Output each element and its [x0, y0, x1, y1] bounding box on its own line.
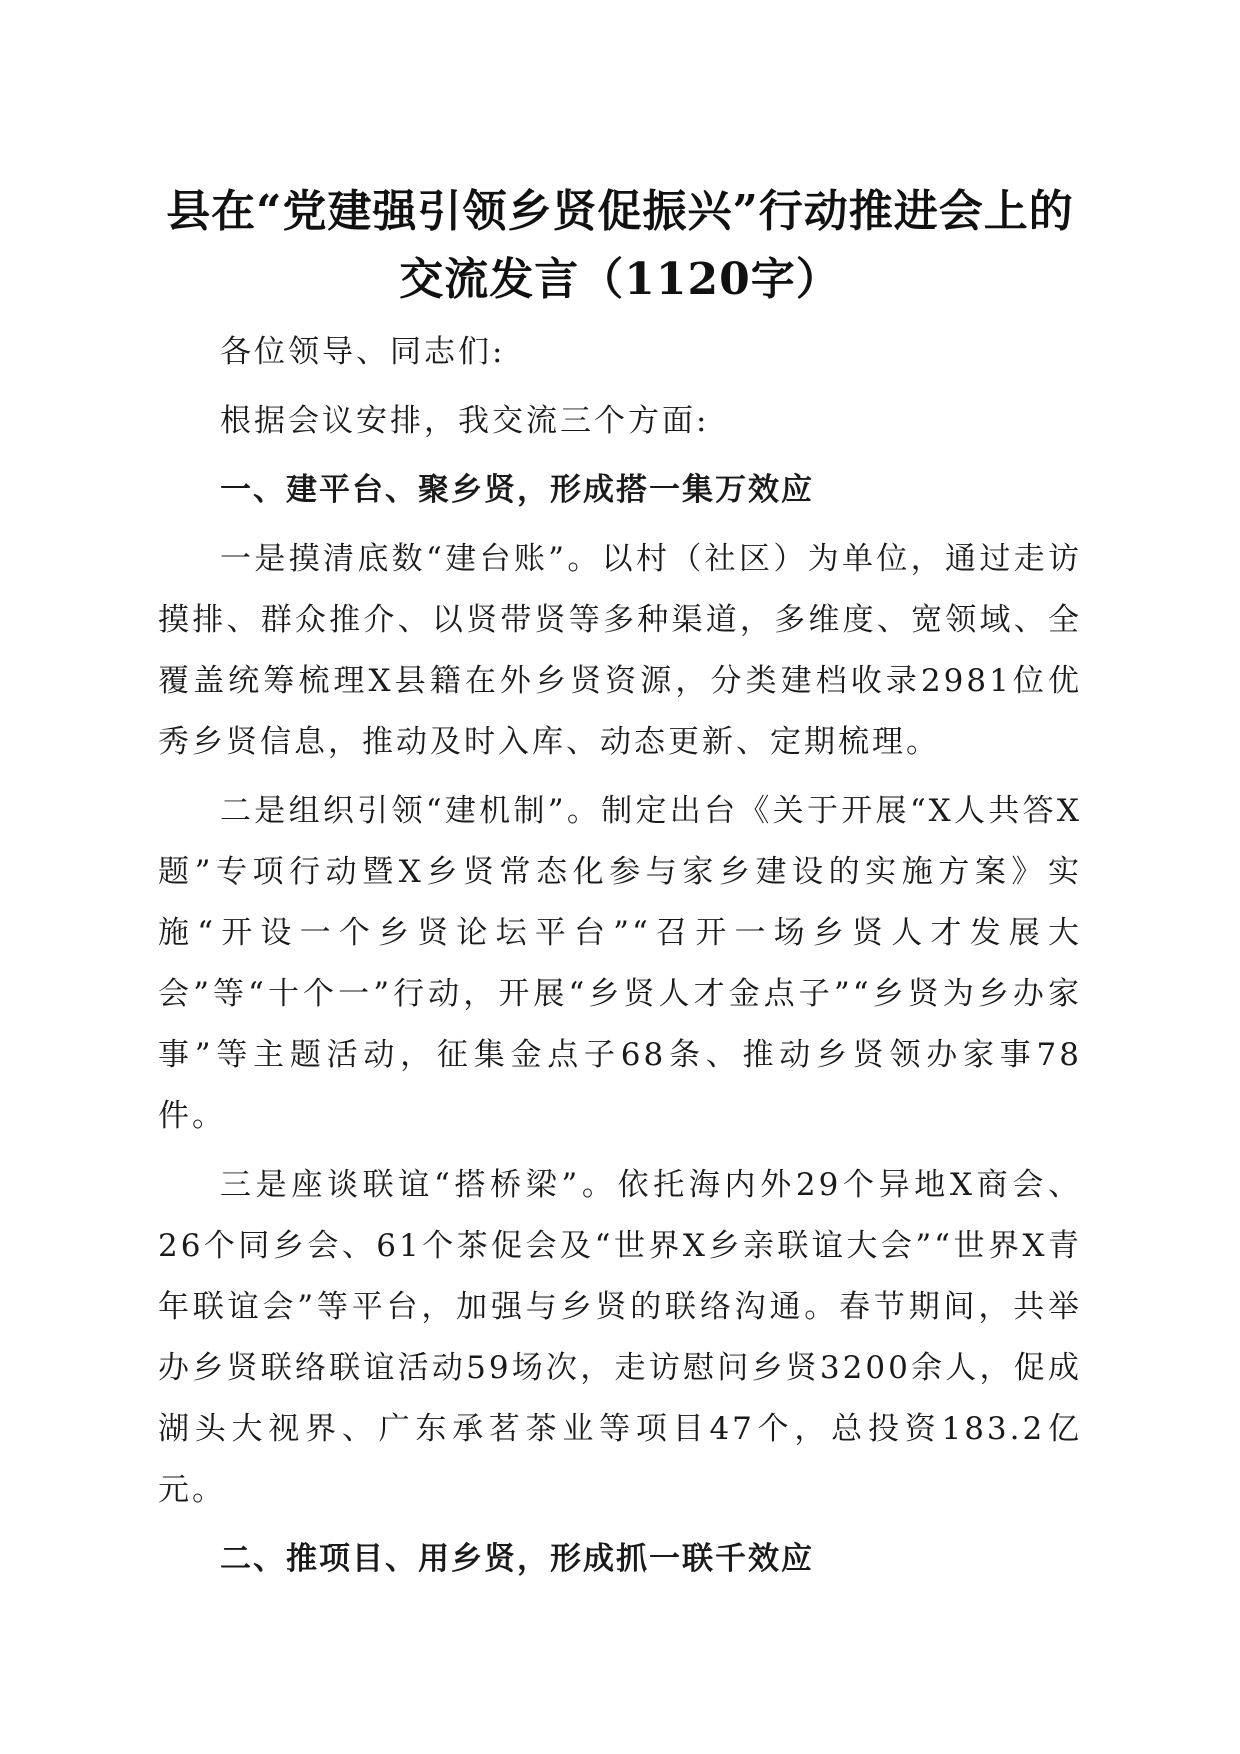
greeting: 各位领导、同志们:: [220, 334, 506, 370]
document-body: [158, 322, 1082, 1598]
section-heading-1: 一、建平台、聚乡贤，形成搭一集万效应: [220, 472, 814, 508]
paragraph-1-3: 三是座谈联谊“搭桥梁”。依托海内外29个异地X商会、26个同乡会、61个茶促会及“世界X乡亲联谊大会”“世界X青年联谊会”等平台，加强与乡贤的联络沟通。春节期间，共举办乡贤联络联谊活动59场次，走访慰问乡贤3200余人，促成湖头大视界、广东承茗茶业等项目47个，总投资183.2亿元。: [158, 1167, 1082, 1508]
paragraph-1-1: 一是摸清底数“建台账”。以村（社区）为单位，通过走访摸排、群众推介、以贤带贤等多种渠道，多维度、宽领域、全覆盖统筹梳理X县籍在外乡贤资源，分类建档收录2981位优秀乡贤信息，推动及时入库、动态更新、定期梳理。: [158, 541, 1082, 760]
paragraph-1-2: 二是组织引领“建机制”。制定出台《关于开展“X人共答X题”专项行动暨X乡贤常态化参与家乡建设的实施方案》实施“开设一个乡贤论坛平台”“召开一场乡贤人才发展大会”等“十个一”行动，开展“乡贤人才金点子”“乡贤为乡办家事”等主题活动，征集金点子68条、推动乡贤领办家事78件。: [158, 793, 1082, 1134]
document-title: 县在“党建强引领乡贤促振兴”行动推进会上的交流发言（1120字）: [166, 186, 1074, 305]
intro-paragraph: 根据会议安排，我交流三个方面:: [220, 403, 710, 439]
section-heading-2: 二、推项目、用乡贤，形成抓一联千效应: [220, 1541, 814, 1577]
